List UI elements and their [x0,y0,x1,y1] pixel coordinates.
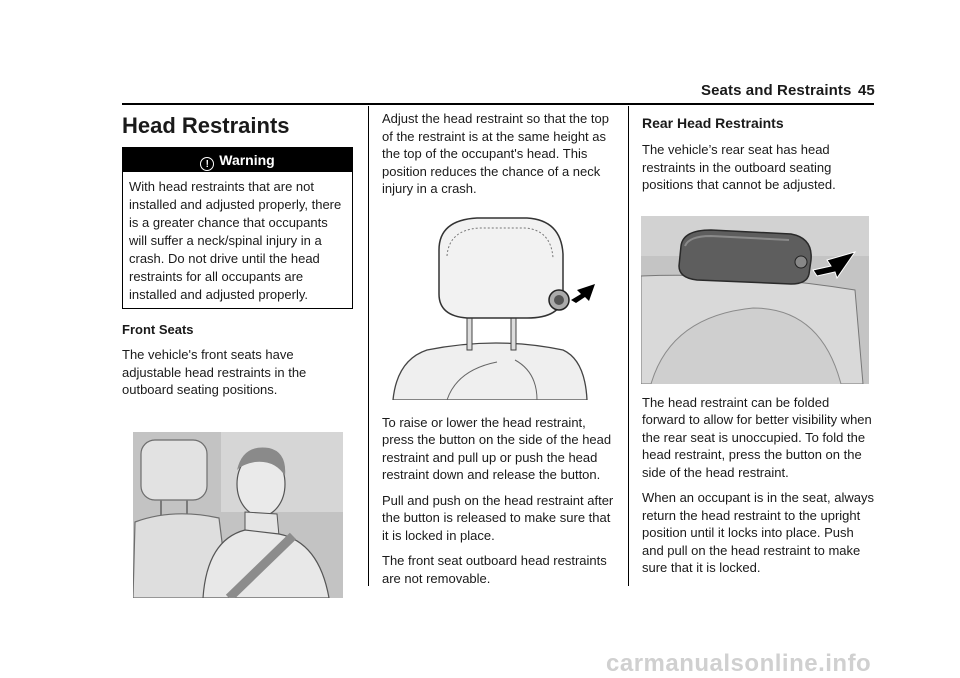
column-divider-1 [368,106,369,586]
watermark: carmanualsonline.info [606,650,872,677]
fold-forward-paragraph: The head restraint can be folded forward to allow for better visibility when the rear seat is unoccupied. To fold the head restraint, press the button on the side of the head restraint. [642,394,872,480]
warning-title: Warning [219,152,275,168]
not-removable-paragraph: The front seat outboard head restraints are not removable. [382,553,607,586]
warning-icon: ! [200,157,214,171]
section-heading: Head Restraints [122,113,290,138]
warning-header [123,148,352,172]
column-2 [382,110,614,587]
rear-head-restraints-heading: Rear Head Restraints [642,115,784,131]
raise-lower-paragraph: To raise or lower the head restraint, press the button on the side of the head restraint and pull up or push the head restraint down and release the button. [382,414,612,482]
column-divider-2 [628,106,629,586]
rear-intro-paragraph: The vehicle’s rear seat has head restraints in the outboard seating positions that cannot be adjusted. [642,142,836,192]
driver-headrestraint-illustration [133,432,343,598]
running-header-title: Seats and Restraints [701,82,852,99]
front-seats-paragraph: The vehicle's front seats have adjustable head restraints in the outboard seating positions. [122,347,307,397]
page-number: 45 [858,82,875,99]
header-rule [122,103,874,105]
adjust-paragraph: Adjust the head restraint so that the top of the restraint is at the same height as the top of the occupant's head. This position reduces the chance of a neck injury in a crash. [382,111,609,196]
front-headrestraint-button-illustration [387,210,601,400]
return-upright-paragraph: When an occupant is in the seat, always return the head restraint to the upright position until it locks into place. Push and pull on the head restraint to make sure that it is locked. [642,490,874,575]
warning-text: With head restraints that are not installed and adjusted properly, there is a greater chance that occupants will suffer a neck/spinal injury in a crash. Do not drive until the head restraints for all occupants are installed and adjusted properly. [129,179,342,302]
rear-headrestraint-illustration [641,216,869,384]
warning-box [122,147,353,309]
pull-push-paragraph: Pull and push on the head restraint after the button is released to make sure that it is locked in place. [382,492,614,543]
column-1 [122,110,356,598]
front-seats-subheading: Front Seats [122,322,194,337]
column-3 [642,110,874,577]
